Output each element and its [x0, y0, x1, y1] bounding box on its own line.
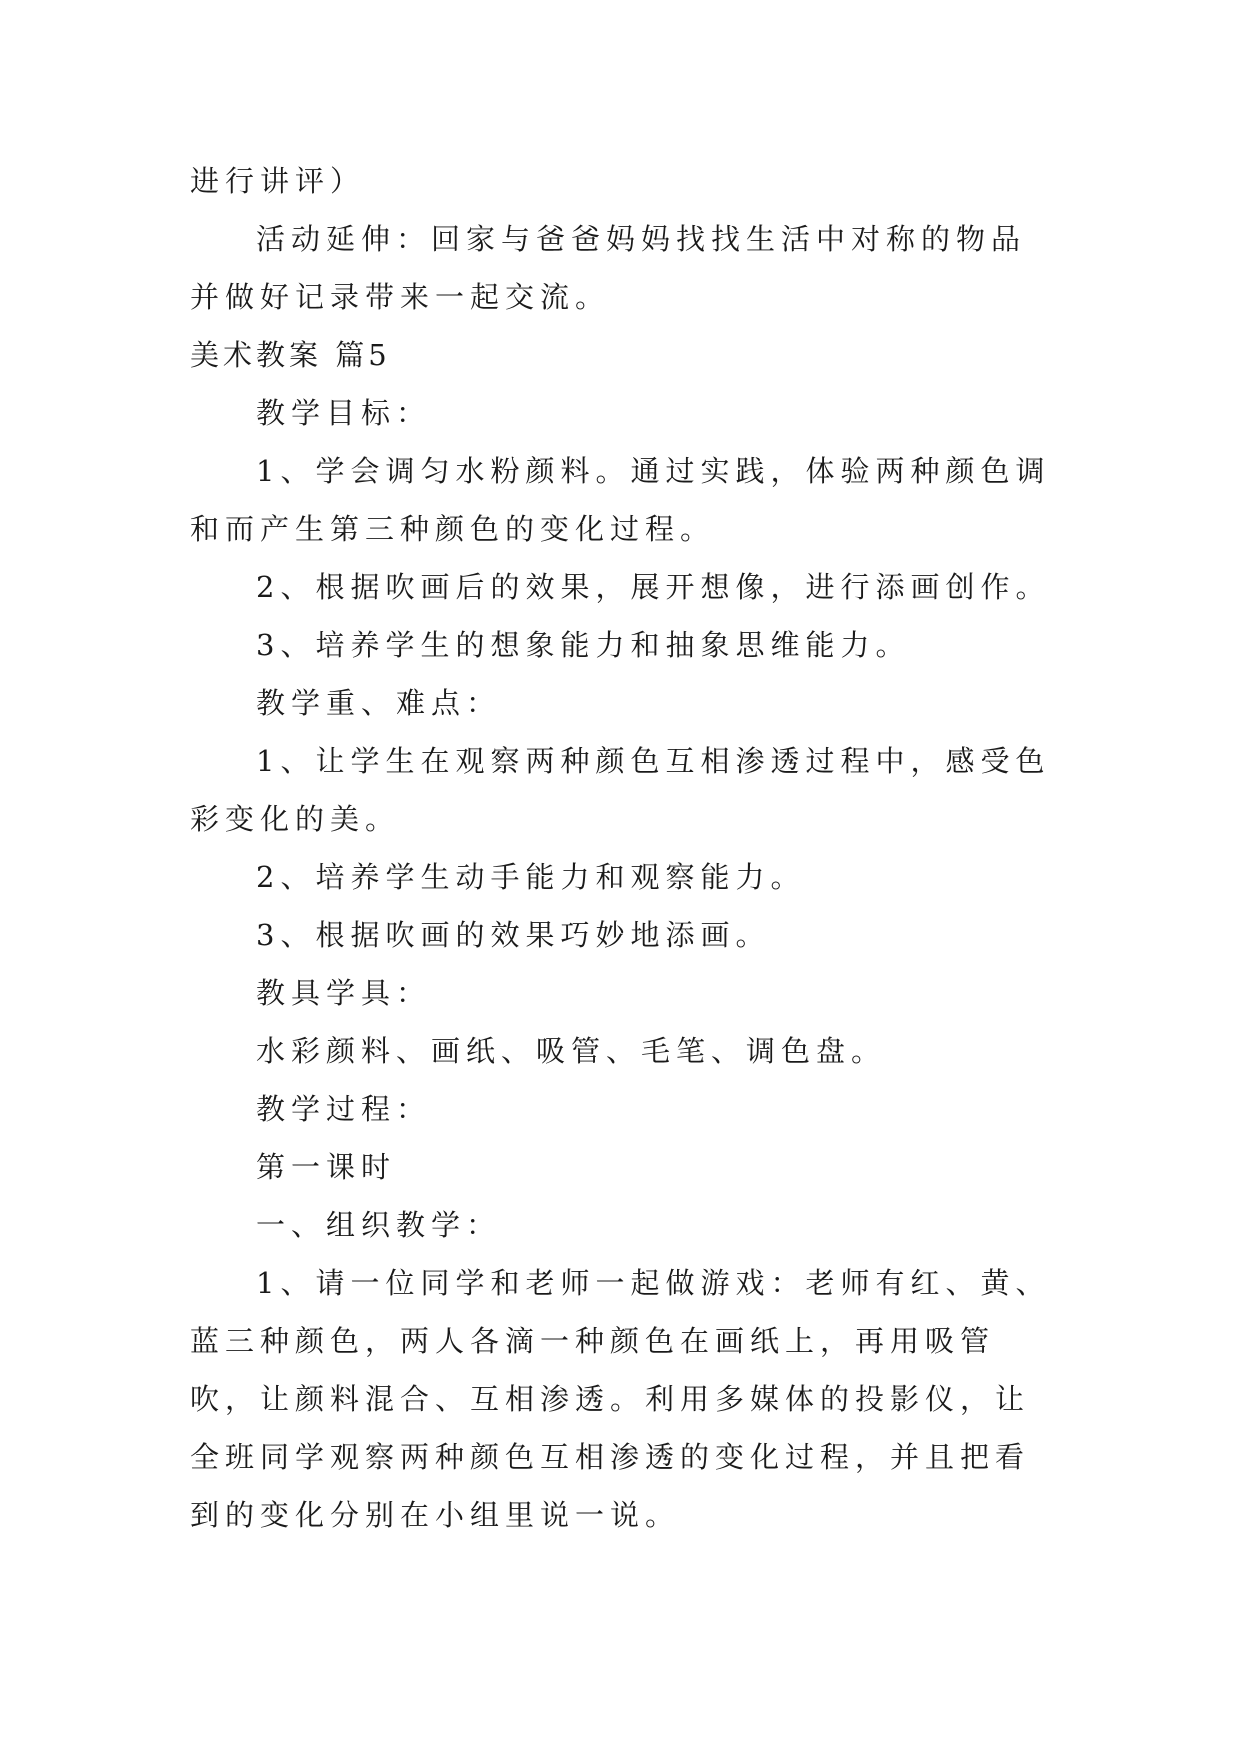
document-page: [190, 152, 1060, 1544]
heading-materials: 教具学具：: [256, 976, 432, 1010]
paragraph-review-end: 进行讲评）: [190, 164, 366, 198]
heading-organize-teaching: 一、组织教学：: [256, 1208, 502, 1242]
heading-process: 教学过程：: [256, 1092, 432, 1126]
process-item-1: 1、请一位同学和老师一起做游戏：老师有红、黄、蓝三种颜色，两人各滴一种颜色在画纸上，再用吸管吹，让颜料混合、互相渗透。利用多媒体的投影仪，让全班同学观察两种颜色互相渗透的变化过程，并且把看到的变化分别在小组里说一说。: [190, 1266, 1051, 1532]
heading-teaching-goals: 教学目标：: [256, 396, 432, 430]
key-point-item-1: 1、让学生在观察两种颜色互相渗透过程中，感受色彩变化的美。: [190, 744, 1051, 836]
goal-item-3: 3、培养学生的想象能力和抽象思维能力。: [256, 628, 911, 662]
heading-key-points: 教学重、难点：: [256, 686, 502, 720]
goal-item-1: 1、学会调匀水粉颜料。通过实践，体验两种颜色调和而产生第三种颜色的变化过程。: [190, 454, 1051, 546]
paragraph-activity-extension: 活动延伸：回家与爸爸妈妈找找生活中对称的物品并做好记录带来一起交流。: [190, 222, 1027, 314]
section-title: 美术教案 篇5: [190, 338, 391, 372]
goal-item-2: 2、根据吹画后的效果，展开想像，进行添画创作。: [256, 570, 1051, 604]
key-point-item-2: 2、培养学生动手能力和观察能力。: [256, 860, 806, 894]
heading-first-lesson: 第一课时: [256, 1150, 397, 1184]
key-point-item-3: 3、根据吹画的效果巧妙地添画。: [256, 918, 771, 952]
materials-list: 水彩颜料、画纸、吸管、毛笔、调色盘。: [256, 1034, 887, 1068]
